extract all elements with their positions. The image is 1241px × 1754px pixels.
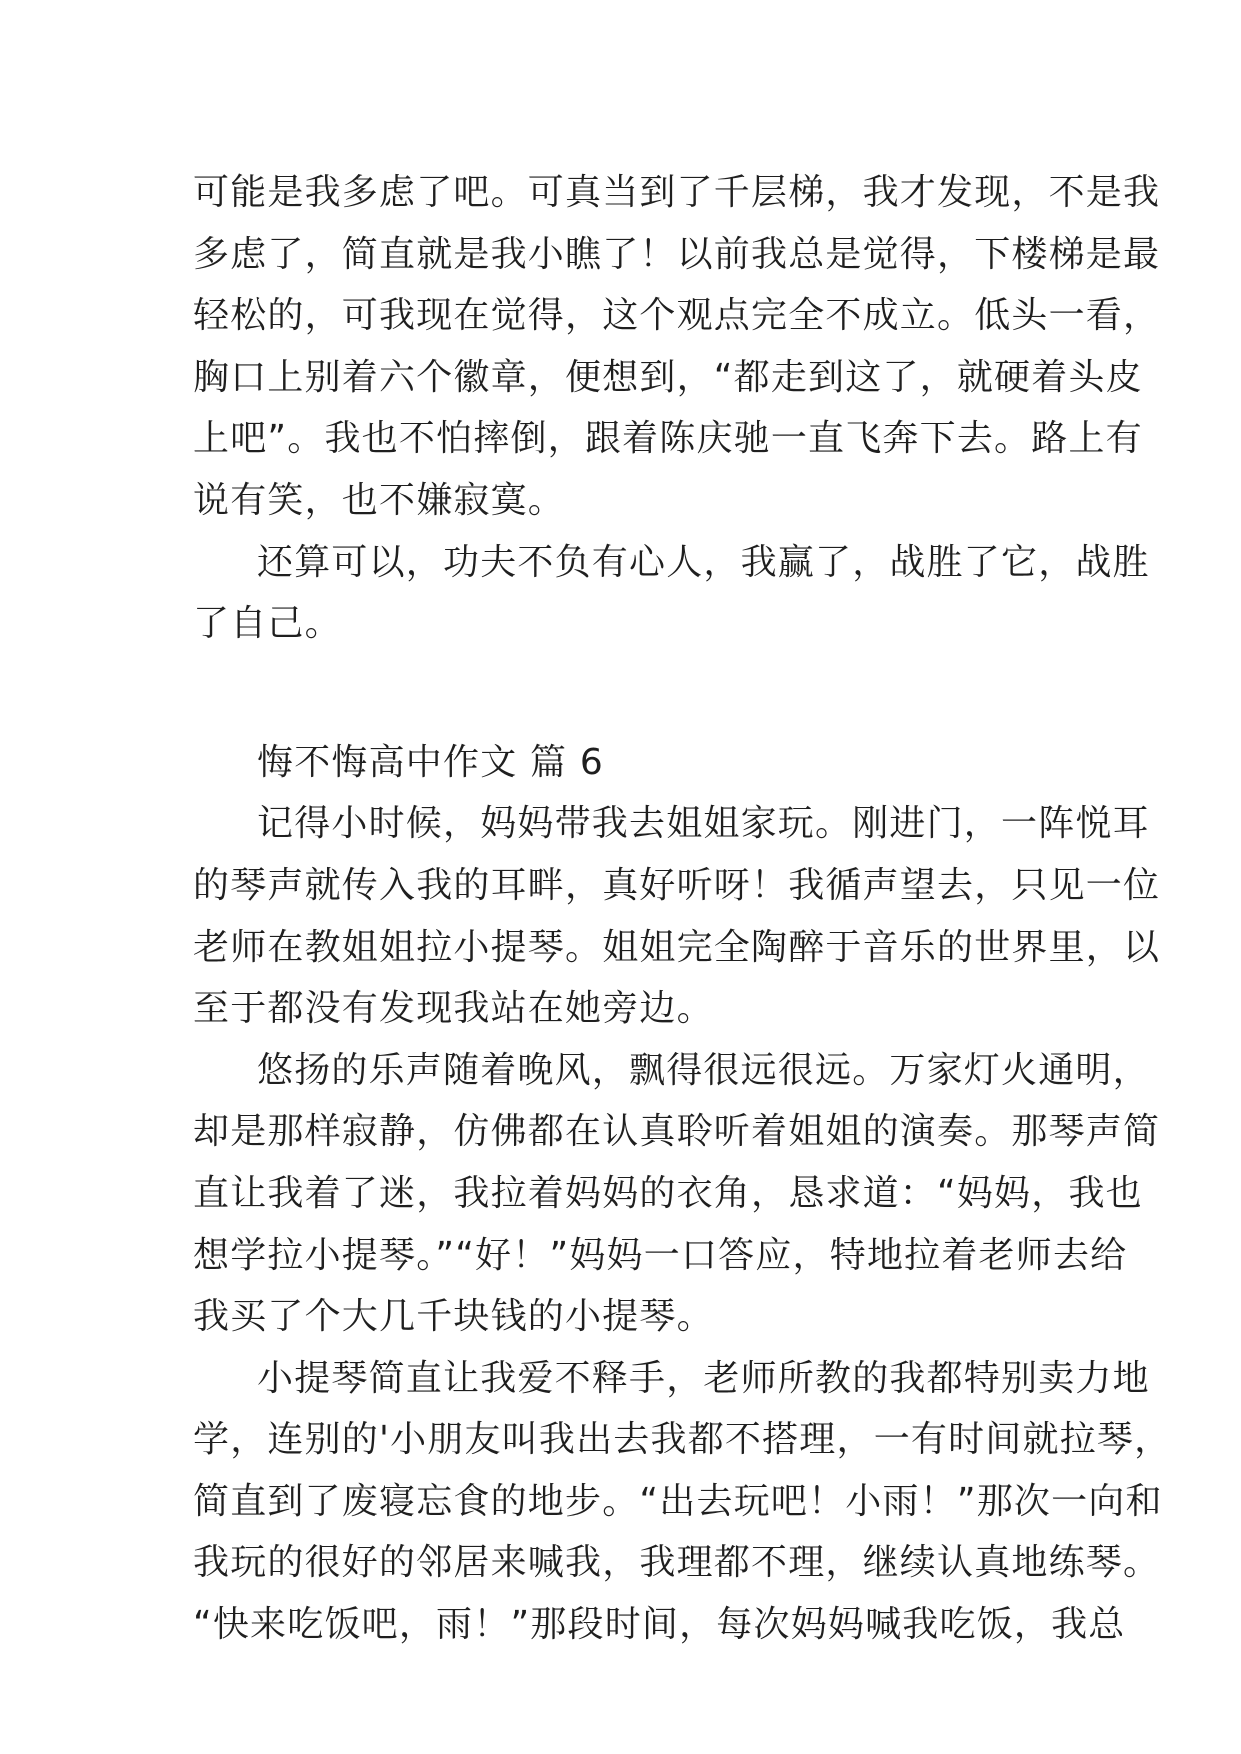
paragraph xyxy=(193,1040,1161,1348)
text-line: 我玩的很好的邻居来喊我，我理都不理，继续认真地练琴。 xyxy=(193,1542,1161,1584)
text-line: 悠扬的乐声随着晚风，飘得很远很远。万家灯火通明， xyxy=(257,1049,1150,1091)
paragraph xyxy=(193,532,1150,655)
text-line: 说有笑，也不嫌寂寞。 xyxy=(193,479,566,521)
text-line: “快来吃饭吧，雨！”那段时间，每次妈妈喊我吃饭，我总 xyxy=(193,1604,1126,1646)
text-line: 记得小时候，妈妈带我去姐姐家玩。刚进门，一阵悦耳 xyxy=(257,803,1150,845)
paragraph xyxy=(193,793,1161,1039)
paragraph xyxy=(193,162,1161,532)
text-line: 胸口上别着六个徽章，便想到，“都走到这了，就硬着头皮 xyxy=(193,356,1143,398)
text-line: 可能是我多虑了吧。可真当到了千层梯，我才发现，不是我 xyxy=(193,172,1161,213)
section-gap xyxy=(193,655,1093,732)
text-line: 上吧”。我也不怕摔倒，跟着陈庆驰一直飞奔下去。路上有 xyxy=(193,418,1143,460)
text-line: 却是那样寂静，仿佛都在认真聆听着姐姐的演奏。那琴声简 xyxy=(193,1111,1161,1153)
text-line: 了自己。 xyxy=(193,603,342,645)
text-line: 直让我着了迷，我拉着妈妈的衣角，恳求道：“妈妈，我也 xyxy=(193,1172,1143,1214)
text-line: 我买了个大几千块钱的小提琴。 xyxy=(193,1296,714,1338)
text-line: 轻松的，可我现在觉得，这个观点完全不成立。低头一看， xyxy=(193,295,1161,337)
text-line: 多虑了，简直就是我小瞧了！以前我总是觉得，下楼梯是最 xyxy=(193,233,1161,275)
text-line: 小提琴简直让我爱不释手，老师所教的我都特别卖力地 xyxy=(257,1357,1150,1399)
text-line: 还算可以，功夫不负有心人，我赢了，战胜了它，战胜 xyxy=(257,541,1150,583)
text-line: 学，连别的'小朋友叫我出去我都不搭理，一有时间就拉琴， xyxy=(193,1419,1172,1461)
text-line: 简直到了废寝忘食的地步。“出去玩吧！小雨！”那次一向和 xyxy=(193,1480,1163,1522)
paragraph xyxy=(193,1348,1172,1656)
text-line: 想学拉小提琴。”“好！”妈妈一口答应，特地拉着老师去给 xyxy=(193,1234,1128,1276)
section-heading: 悔不悔高中作文 篇 6 xyxy=(257,741,604,783)
document-body xyxy=(193,162,1172,1656)
text-line: 老师在教姐姐拉小提琴。姐姐完全陶醉于音乐的世界里，以 xyxy=(193,926,1161,968)
text-line: 至于都没有发现我站在她旁边。 xyxy=(193,988,714,1030)
text-line: 的琴声就传入我的耳畔，真好听呀！我循声望去，只见一位 xyxy=(193,864,1161,906)
